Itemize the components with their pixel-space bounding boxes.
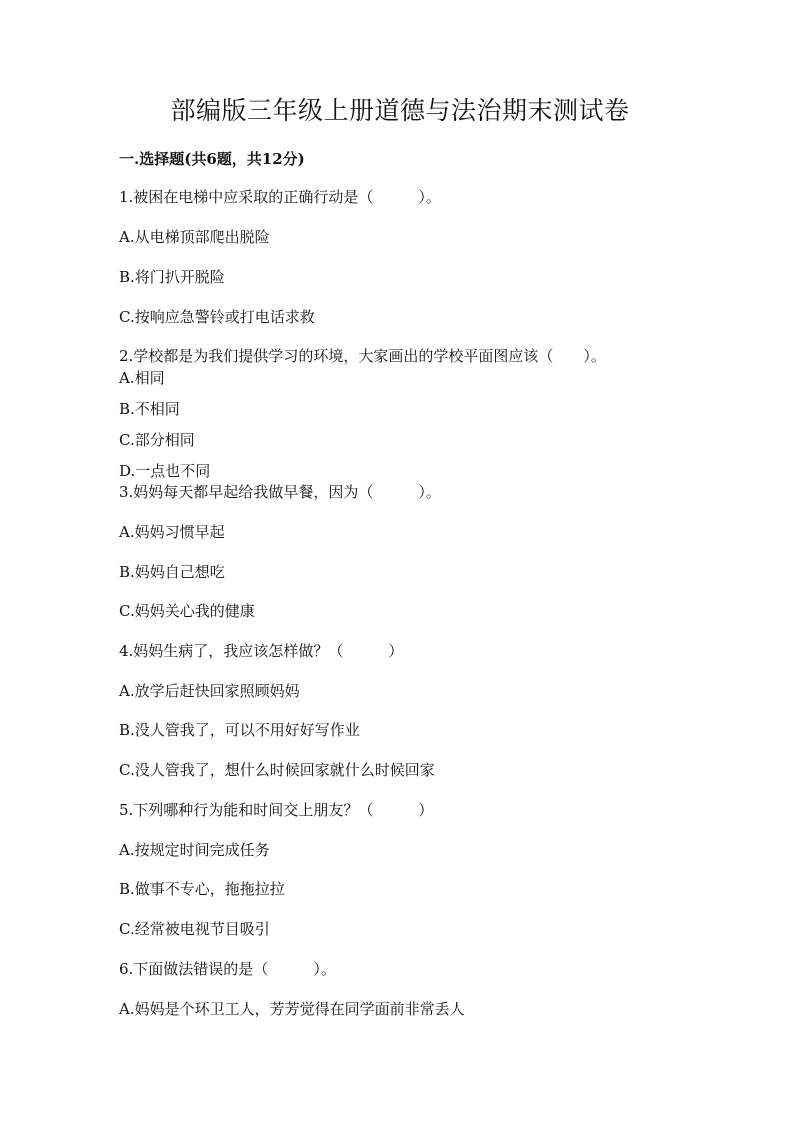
question-4-stem: 4.妈妈生病了，我应该怎样做？（ ） <box>119 642 404 660</box>
page-title: 部编版三年级上册道德与法治期末测试卷 <box>170 96 630 125</box>
question-5-stem: 5.下列哪种行为能和时间交上朋友？（ ） <box>119 801 434 819</box>
question-2-option-d: D.一点也不同 <box>119 462 211 480</box>
question-1-stem: 1.被困在电梯中应采取的正确行动是（ ）。 <box>119 188 441 206</box>
question-5-option-b: B.做事不专心，拖拖拉拉 <box>119 880 285 898</box>
question-1-option-b: B.将门扒开脱险 <box>119 268 225 286</box>
question-3-option-c: C.妈妈关心我的健康 <box>119 602 255 620</box>
question-4-option-c: C.没人管我了，想什么时候回家就什么时候回家 <box>119 761 435 779</box>
question-2-option-a: A.相同 <box>119 369 165 387</box>
question-4-option-b: B.没人管我了，可以不用好好写作业 <box>119 721 360 739</box>
question-6-stem: 6.下面做法错误的是（ ）。 <box>119 960 336 978</box>
question-4-option-a: A.放学后赶快回家照顾妈妈 <box>119 682 300 700</box>
question-5-option-c: C.经常被电视节目吸引 <box>119 920 270 938</box>
section-header: 一.选择题(共6题，共12分) <box>119 150 305 168</box>
question-3-option-b: B.妈妈自己想吃 <box>119 563 225 581</box>
question-6-option-a: A.妈妈是个环卫工人，芳芳觉得在同学面前非常丢人 <box>119 1000 465 1018</box>
question-2-stem: 2.学校都是为我们提供学习的环境，大家画出的学校平面图应该（ ）。 <box>119 347 606 365</box>
question-3-stem: 3.妈妈每天都早起给我做早餐，因为（ ）。 <box>119 483 441 501</box>
question-2-option-b: B.不相同 <box>119 400 180 418</box>
question-5-option-a: A.按规定时间完成任务 <box>119 841 270 859</box>
question-1-option-a: A.从电梯顶部爬出脱险 <box>119 228 270 246</box>
question-2-option-c: C.部分相同 <box>119 431 195 449</box>
question-3-option-a: A.妈妈习惯早起 <box>119 523 225 541</box>
question-1-option-c: C.按响应急警铃或打电话求救 <box>119 308 315 326</box>
